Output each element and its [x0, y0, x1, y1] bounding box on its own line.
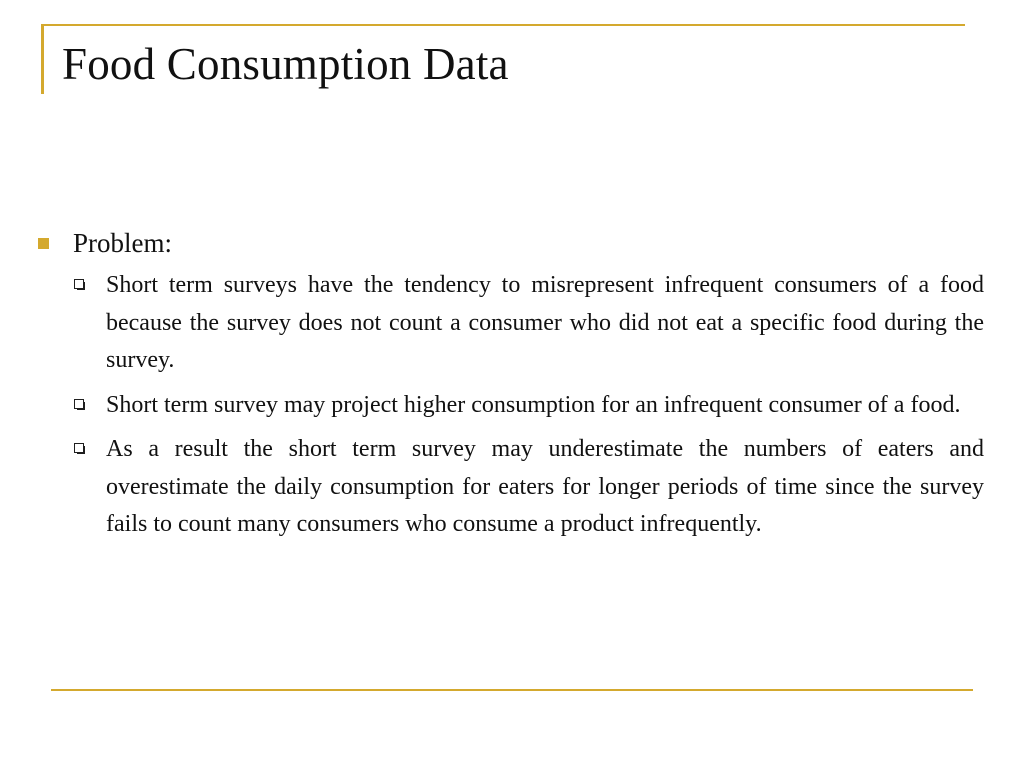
sub-bullet-text: Short term surveys have the tendency to misrepresent infrequent consumers of a food because the survey does not count a consumer who did not eat a specific food during the survey. [106, 272, 984, 373]
slide-title: Food Consumption Data [62, 39, 509, 89]
checkbox-bullet-icon [74, 399, 84, 409]
sub-bullet-item [74, 267, 990, 380]
square-bullet-icon [38, 238, 49, 249]
footer-rule [51, 689, 973, 691]
sub-bullet-text: As a result the short term survey may underestimate the numbers of eaters and overestimate the daily consumption for eaters for longer periods of time since the survey fails to count many consumers who consume a product infrequently. [106, 436, 984, 537]
slide-content [38, 225, 990, 551]
sub-bullet-text: Short term survey may project higher consumption for an infrequent consumer of a food. [106, 391, 961, 418]
title-top-rule [41, 24, 965, 26]
title-left-rule [41, 25, 44, 94]
sub-bullet-list [38, 267, 990, 544]
bullet-label: Problem: [73, 228, 172, 258]
bullet-problem [38, 225, 990, 261]
checkbox-bullet-icon [74, 279, 84, 289]
checkbox-bullet-icon [74, 443, 84, 453]
sub-bullet-item [74, 387, 990, 425]
sub-bullet-item [74, 431, 990, 544]
